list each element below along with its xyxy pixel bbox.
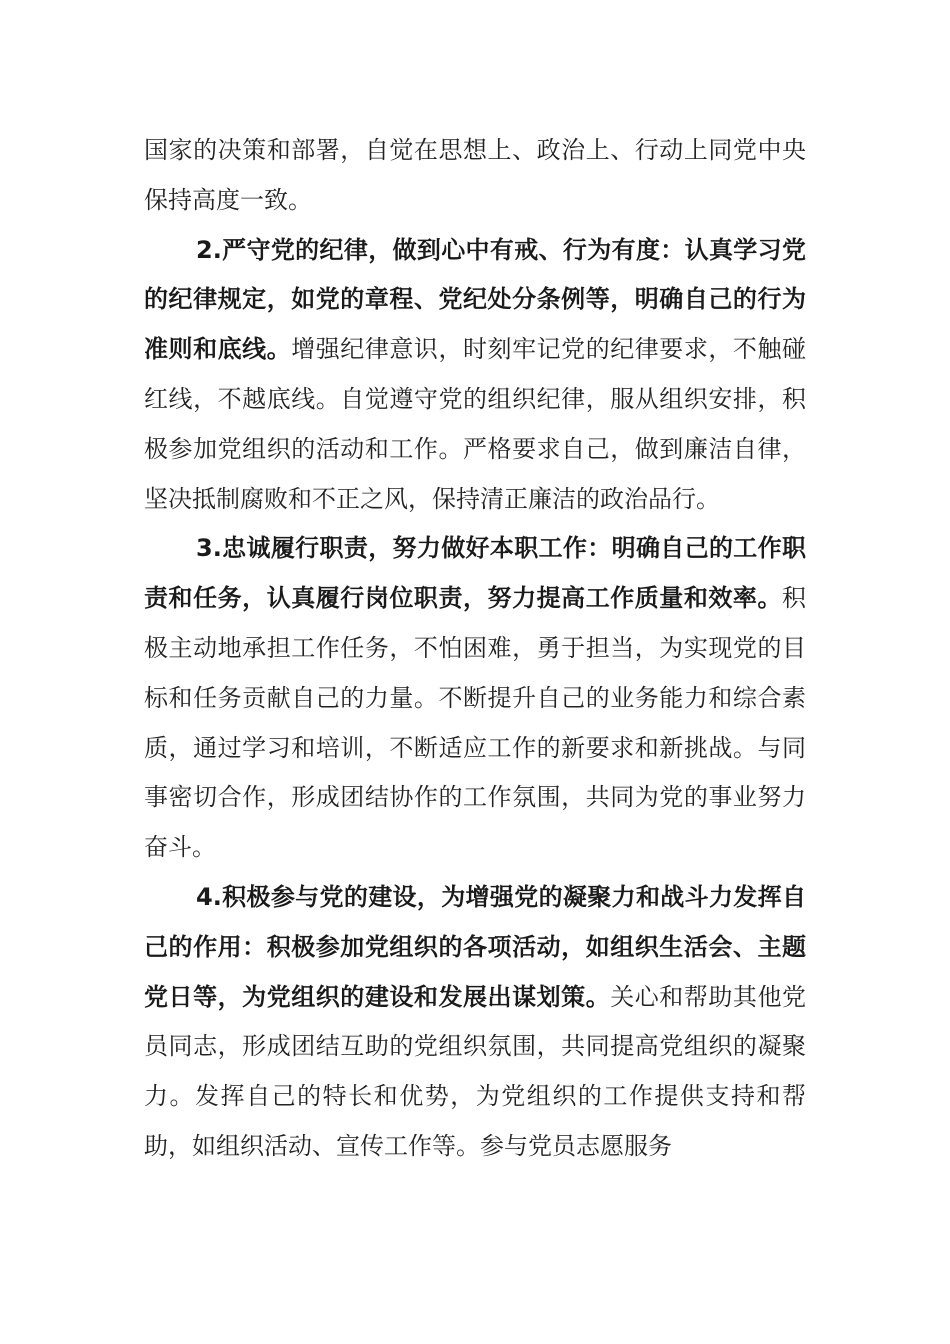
paragraph-discipline — [144, 226, 806, 525]
paragraph-duties — [144, 524, 806, 873]
paragraph-party-building — [144, 873, 806, 1172]
paragraph-text: 关心和帮助其他党员同志，形成团结互助的党组织氛围，共同提高党组织的凝聚力。发挥自己的特长和优势，为党组织的工作提供支持和帮助，如组织活动、宣传工作等。参与党员志愿服务 — [144, 982, 807, 1160]
paragraph-heading: 2.严守党的纪律，做到心中有戒、行为有度：认真学习党的纪律规定，如党的章程、党纪处分条例等，明确自己的行为准则和底线。 — [144, 235, 806, 364]
document-body — [144, 126, 806, 1172]
paragraph-continuation — [144, 126, 806, 226]
paragraph-text: 国家的决策和部署，自觉在思想上、政治上、行动上同党中央保持高度一致。 — [144, 136, 806, 214]
paragraph-text: 积极主动地承担工作任务，不怕困难，勇于担当，为实现党的目标和任务贡献自己的力量。不断提升自己的业务能力和综合素质，通过学习和培训，不断适应工作的新要求和新挑战。与同事密切合作，形成团结协作的工作氛围，共同为党的事业努力奋斗。 — [144, 584, 806, 862]
paragraph-heading: 4.积极参与党的建设，为增强党的凝聚力和战斗力发挥自己的作用：积极参加党组织的各项活动，如组织生活会、主题党日等，为党组织的建设和发展出谋划策。 — [144, 882, 806, 1011]
paragraph-heading: 3.忠诚履行职责，努力做好本职工作：明确自己的工作职责和任务，认真履行岗位职责，努力提高工作质量和效率。 — [144, 534, 806, 613]
paragraph-text: 增强纪律意识，时刻牢记党的纪律要求，不触碰红线，不越底线。自觉遵守党的组织纪律，服从组织安排，积极参加党组织的活动和工作。严格要求自己，做到廉洁自律，坚决抵制腐败和不正之风，保持清正廉洁的政治品行。 — [144, 335, 807, 513]
